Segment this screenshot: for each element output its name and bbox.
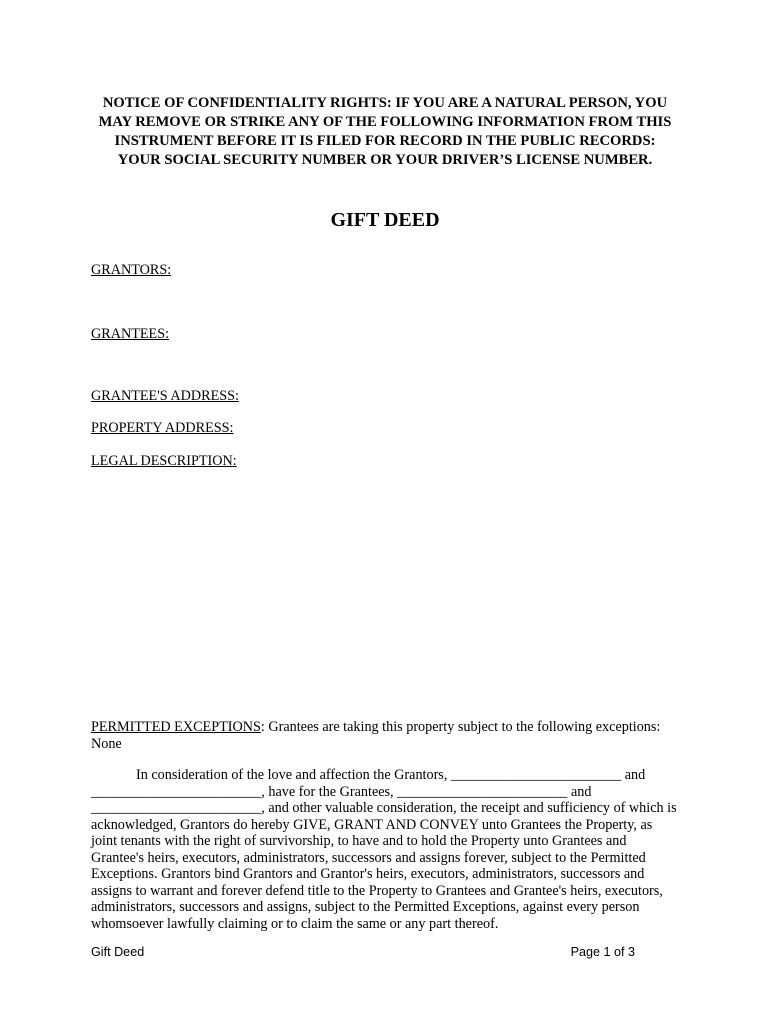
grantee-address-label: GRANTEE'S ADDRESS:	[91, 388, 239, 404]
consideration-paragraph	[91, 767, 681, 932]
property-address-label: PROPERTY ADDRESS:	[91, 420, 234, 436]
confidentiality-notice: NOTICE OF CONFIDENTIALITY RIGHTS: IF YOU ARE A NATURAL PERSON, YOU MAY REMOVE OR STRIKE ANY OF THE FOLLOWING INFORMATION FROM THIS INSTRUMENT BEFORE IT IS FILED FOR RECORD IN THE PUBLIC RECORDS: YOUR SOCIAL SECURITY NUMBER OR YOUR DRIVER’S LICENSE NUMBER.	[98, 95, 672, 168]
consideration-blanks: In consideration of the love and affection the Grantors, ________________________ and ________________________, have for the Grantees, ________________________ and ________________________,	[91, 767, 646, 816]
grantors-label: GRANTORS:	[91, 262, 172, 278]
permitted-exceptions-paragraph	[91, 719, 681, 752]
grantees-label: GRANTEES:	[91, 326, 170, 342]
document-title: GIFT DEED	[330, 209, 440, 231]
footer-title: Gift Deed	[91, 945, 145, 959]
permitted-exceptions-text: : Grantees are taking this property subject to the following exceptions: None	[91, 719, 661, 752]
consideration-text: and other valuable consideration, the receipt and sufficiency of which is acknowledged, Grantors do hereby GIVE, GRANT AND CONVEY unto Grantees the Property, as joint tenants with the right of survivorship, to have and to hold the Property unto Grantees and Grantee's heirs, executors, administrators, successors and assigns forever, subject to the Permitted Exceptions. Grantors bind Grantors and Grantor's heirs, executors, administrators, successors and assigns to warrant and forever defend title to the Property to Grantees and Grantee's heirs, executors, administrators, successors and assigns, subject to the Permitted Exceptions, against every person whomsoever lawfully claiming or to claim the same or any part thereof.	[91, 800, 677, 932]
permitted-exceptions-label: PERMITTED EXCEPTIONS	[91, 719, 261, 735]
legal-description-label: LEGAL DESCRIPTION:	[91, 453, 237, 469]
page-number: Page 1 of 3	[570, 945, 635, 959]
